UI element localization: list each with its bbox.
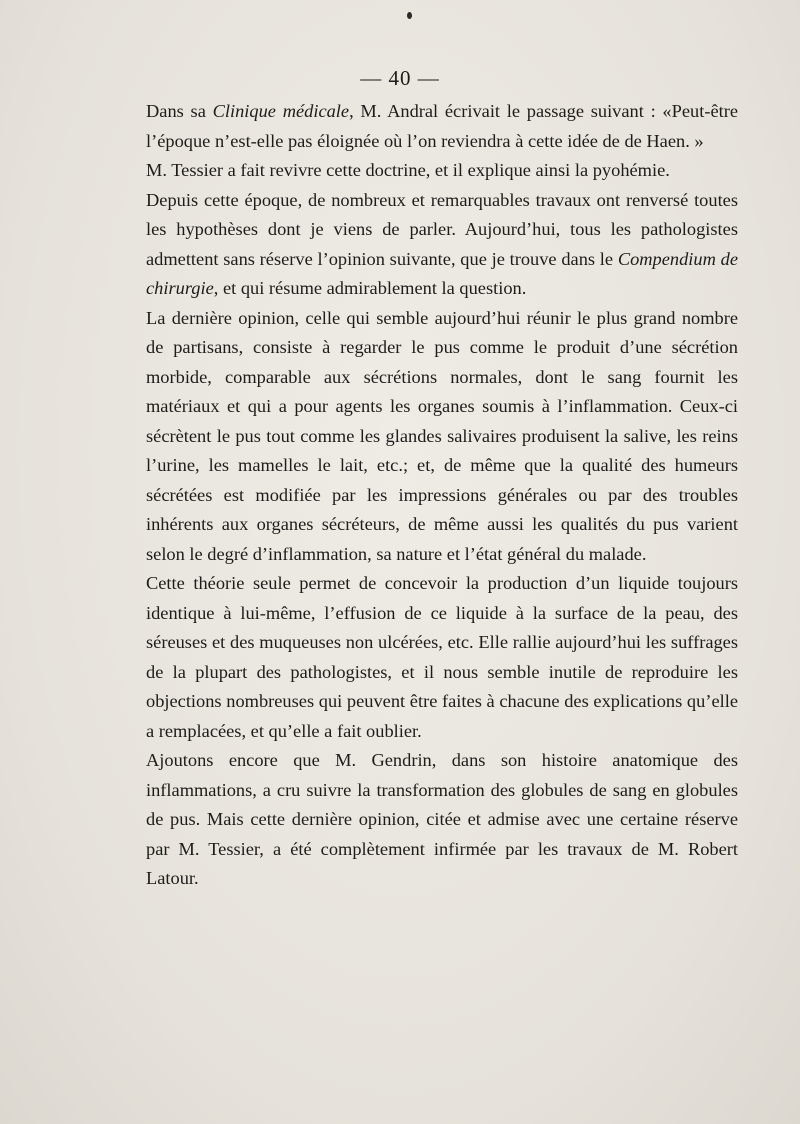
text-segment: Ajoutons encore que M. Gendrin, dans son histoire anatomique des inflammations, a cru suivre la transformation des globules de sang en globules de pus. Mais cette dernière opinion, citée et admise avec une certaine réserve par M. Tessier, a été complètement infirmée par les travaux de M. Robert Latour.	[146, 750, 738, 888]
paragraph	[146, 156, 738, 186]
body-text	[146, 97, 738, 894]
paragraph	[146, 746, 738, 894]
text-segment: Depuis cette époque, de nombreux et remarquables travaux ont renversé toutes les hypothèses dont je viens de parler. Aujourd’hui, tous les pathologistes admettent sans réserve l’opinion suivante, que je trouve dans le	[146, 189, 738, 269]
text-segment: La dernière opinion, celle qui semble aujourd’hui réunir le plus grand nombre de partisans, consiste à regarder le pus comme le produit d’une sécrétion morbide, comparable aux sécrétions normales, dont le sang fournit les matériaux et qui a pour agents les organes soumis à l’inflammation. Ceux-ci sécrètent le pus tout comme les glandes salivaires produisent la salive, les reins l’urine, les mamelles le lait, etc.; et, de même que la qualité des humeurs sécrétées est modifiée par les impressions générales ou par des troubles inhérents aux organes sécréteurs, de même aussi les qualités du pus varient selon le degré d’inflammation, sa nature et l’état général du malade.	[146, 307, 738, 564]
ink-spot	[407, 12, 412, 19]
italic-title: Compendium de chirurgie	[146, 248, 738, 298]
text-segment: , et qui résume admirablement la question.	[213, 278, 527, 298]
paragraph	[146, 97, 738, 156]
paragraph	[146, 569, 738, 746]
text-segment: M. Tessier a fait revivre cette doctrine, et il explique ainsi la pyohémie.	[146, 160, 670, 180]
paragraph	[146, 186, 738, 304]
text-segment: Dans sa	[146, 101, 213, 121]
page-number: — 40 —	[360, 66, 440, 90]
paragraph	[146, 304, 738, 570]
italic-title: Clinique médicale	[212, 101, 350, 121]
text-segment: , M. Andral écrivait le passage suivant : «Peut-être l’époque n’est-elle pas éloignée où l’on reviendra à cette idée de de Haen. »	[146, 101, 739, 151]
text-segment: Cette théorie seule permet de concevoir la production d’un liquide toujours identique à lui-même, l’effusion de ce liquide à la surface de la peau, des séreuses et des muqueuses non ulcérées, etc. Elle rallie aujourd’hui les suffrages de la plupart des pathologistes, et il nous semble inutile de reproduire les objections nombreuses qui peuvent être faites à chacune des explications qu’elle a remplacées, et qu’elle a fait oublier.	[146, 573, 738, 741]
